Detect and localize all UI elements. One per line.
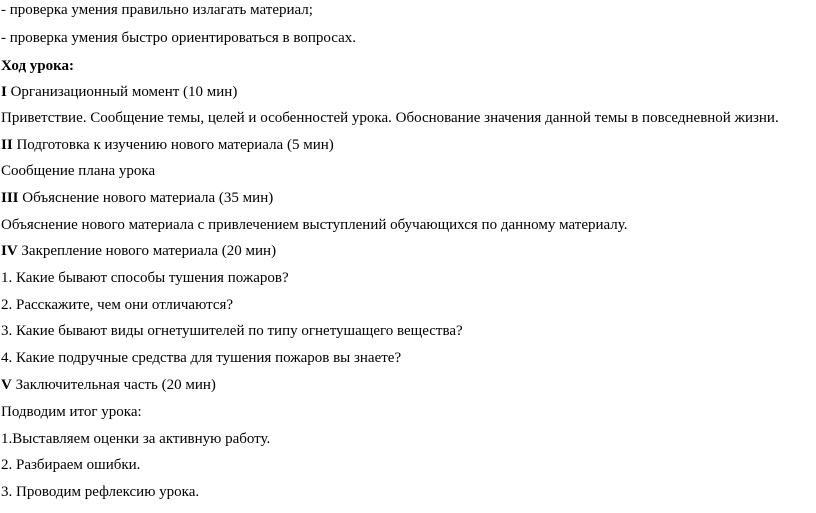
- stage-3-title: Объяснение нового материала (35 мин): [22, 190, 274, 206]
- stage-4-title: Закрепление нового материала (20 мин): [21, 243, 277, 259]
- stage-1-text: Приветствие. Сообщение темы, целей и особенностей урока. Обоснование значения данной темы в повседневной жизни.: [1, 110, 779, 126]
- stage-5-summary-intro: Подводим итог урока:: [1, 404, 142, 420]
- stage-4-heading: [1, 242, 276, 260]
- stage-3-heading: [1, 189, 273, 207]
- stage-5-step-2: 2. Разбираем ошибки.: [1, 457, 141, 473]
- lesson-flow-heading: Ход урока:: [1, 58, 75, 74]
- stage-4-numeral: IV: [1, 243, 18, 259]
- stage-2-title: Подготовка к изучению нового материала (5 мин): [16, 137, 334, 153]
- stage-4-question-2: 2. Расскажите, чем они отличаются?: [1, 297, 234, 313]
- stage-5-title: Заключительная часть (20 мин): [15, 377, 216, 393]
- stage-5-step-1: 1.Выставляем оценки за активную работу.: [1, 431, 271, 447]
- objective-item-2: - проверка умения быстро ориентироваться в вопросах.: [1, 30, 357, 46]
- stage-5-step-3: 3. Проводим рефлексию урока.: [1, 484, 200, 500]
- stage-5-heading: [1, 376, 216, 394]
- stage-2-text: Сообщение плана урока: [1, 163, 156, 179]
- stage-4-question-1: 1. Какие бывают способы тушения пожаров?: [1, 270, 289, 286]
- stage-1-numeral: I: [1, 84, 7, 100]
- stage-5-numeral: V: [1, 377, 12, 393]
- stage-2-numeral: II: [1, 137, 13, 153]
- stage-1-title: Организационный момент (10 мин): [10, 84, 238, 100]
- objective-item-1: - проверка умения правильно излагать материал;: [1, 2, 313, 18]
- stage-4-question-3: 3. Какие бывают виды огнетушителей по типу огнетушащего вещества?: [1, 323, 463, 339]
- stage-4-question-4: 4. Какие подручные средства для тушения пожаров вы знаете?: [1, 350, 402, 366]
- stage-2-heading: [1, 136, 334, 154]
- stage-3-text: Объяснение нового материала с привлечением выступлений обучающихся по данному материалу.: [1, 217, 628, 233]
- stage-3-numeral: III: [1, 190, 19, 206]
- stage-1-heading: [1, 83, 237, 101]
